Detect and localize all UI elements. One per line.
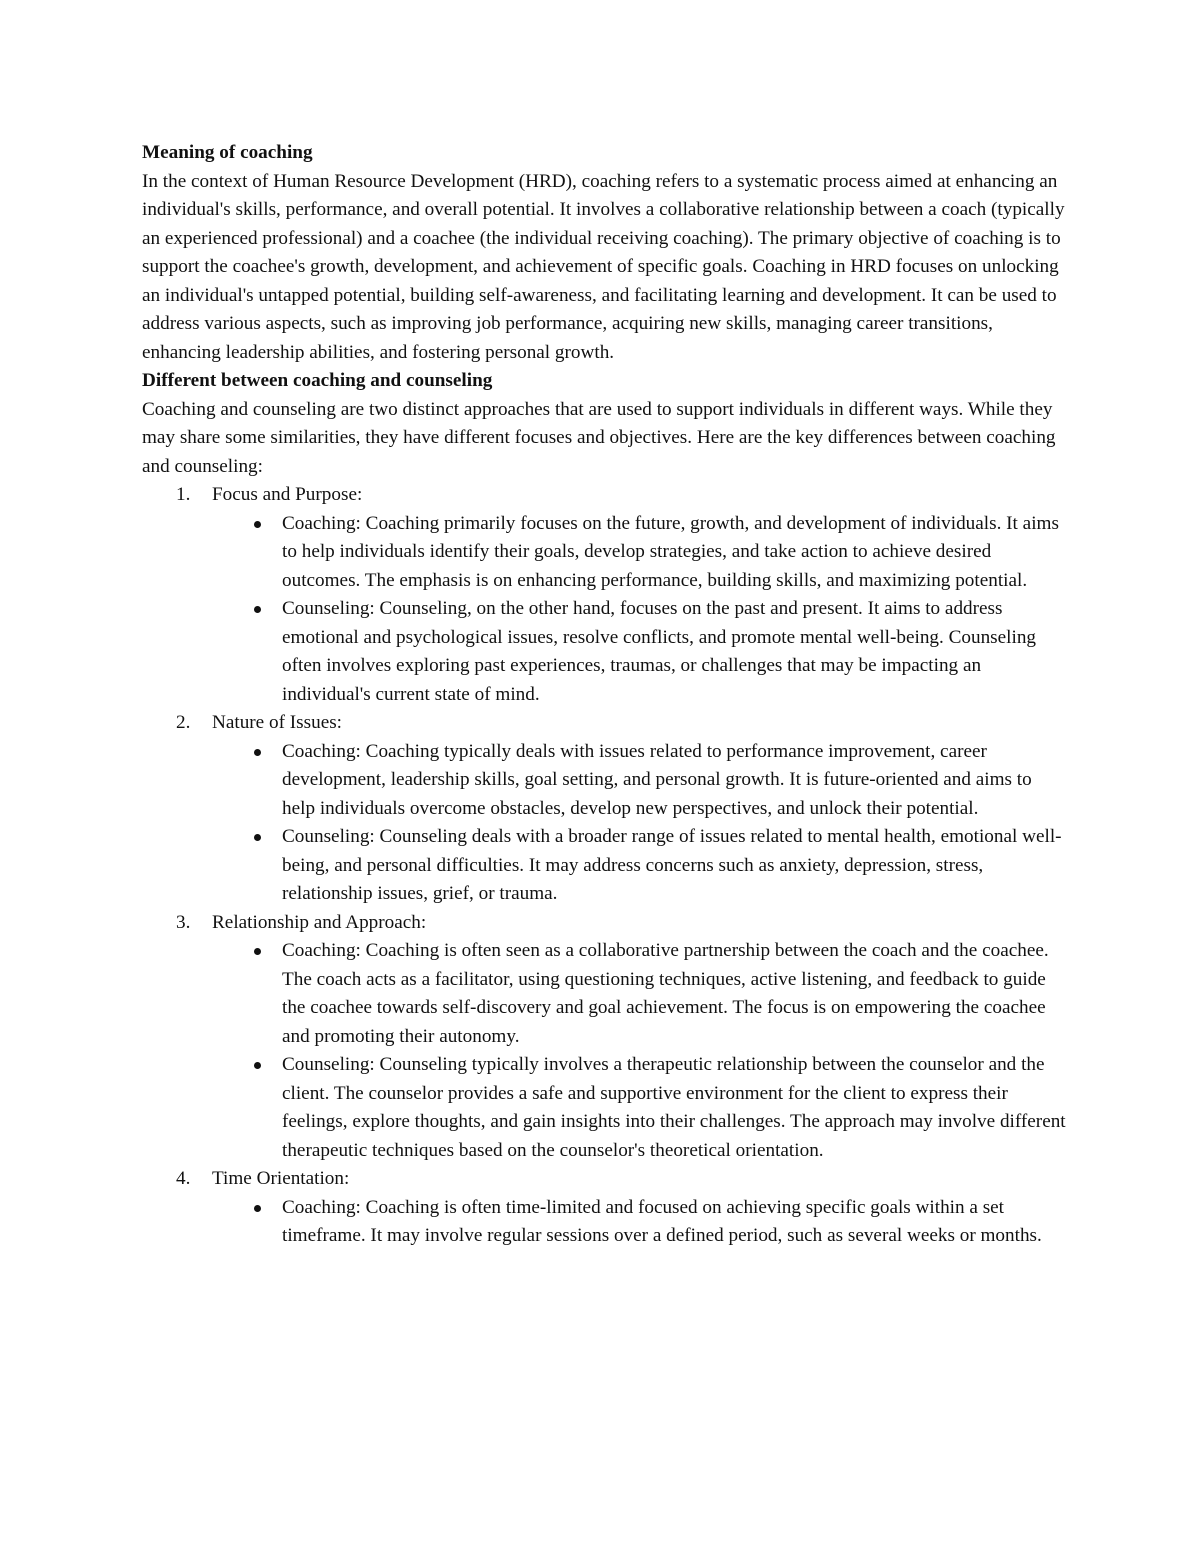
list-item-title: Nature of Issues: [212, 712, 343, 733]
paragraph-coaching-vs-counseling: Coaching and counseling are two distinct approaches that are used to support individuals in different ways. While they may share some similarities, they have different focuses and objectives. Here are the key differences between coaching and counseling: [142, 398, 1056, 477]
paragraph-meaning-of-coaching: In the context of Human Resource Development (HRD), coaching refers to a systematic process aimed at enhancing an individual's skills, performance, and overall potential. It involves a collaborative relationship between a coach (typically an experienced professional) and a coachee (the individual receiving coaching). The primary objective of coaching is to support the coachee's growth, development, and achievement of specific goals. Coaching in HRD focuses on unlocking an individual's untapped potential, building self-awareness, and facilitating learning and development. It can be used to address various aspects, such as improving job performance, acquiring new skills, managing career transitions, enhancing leadership abilities, and fostering personal growth. [142, 170, 1065, 363]
bullet-text: Coaching: Coaching is often time-limited and focused on achieving specific goals within a set timeframe. It may involve regular sessions over a defined period, such as several weeks or months. [282, 1196, 1042, 1246]
list-item-title: Relationship and Approach: [212, 911, 427, 933]
heading-meaning-of-coaching: Meaning of coaching [142, 142, 313, 163]
list-number: 4. [176, 1168, 191, 1189]
bullet-icon [254, 948, 261, 955]
list-item-title: Focus and Purpose: [212, 484, 363, 505]
bullet-icon [254, 1205, 261, 1212]
bullet-icon [254, 606, 261, 613]
differences-list [142, 481, 1067, 1251]
bullet-text: Counseling: Counseling typically involves a therapeutic relationship between the counselor and the client. The counselor provides a safe and supportive environment for the client to express their feelings, explore thoughts, and gain insights into their challenges. The approach may involve different therapeutic techniques based on the counselor's theoretical orientation. [282, 1054, 1066, 1161]
document-page [142, 139, 1067, 1251]
bullet-item-counseling [212, 1051, 1067, 1165]
bullet-list [212, 937, 1067, 1165]
bullet-icon [254, 749, 261, 756]
bullet-text: Coaching: Coaching primarily focuses on the future, growth, and development of individuals. It aims to help individuals identify their goals, develop strategies, and take action to achieve desired outcomes. The emphasis is on enhancing performance, building skills, and maximizing potential. [282, 512, 1059, 591]
list-item-title: Time Orientation: [212, 1168, 350, 1189]
list-number: 2. [176, 712, 191, 733]
list-item-time-orientation [142, 1165, 1067, 1251]
bullet-text: Counseling: Counseling, on the other hand, focuses on the past and present. It aims to address emotional and psychological issues, resolve conflicts, and promote mental well-being. Counseling often involves exploring past experiences, traumas, or challenges that may be impacting an individual's current state of mind. [282, 598, 1037, 705]
list-item-nature-of-issues [142, 709, 1067, 909]
bullet-text: Coaching: Coaching typically deals with issues related to performance improvement, career development, leadership skills, goal setting, and personal growth. It is future-oriented and aims to help individuals overcome obstacles, develop new perspectives, and unlock their potential. [282, 740, 1032, 819]
bullet-item-coaching [212, 510, 1067, 596]
list-number: 1. [176, 484, 191, 505]
bullet-item-coaching [212, 937, 1067, 1051]
bullet-text: Coaching: Coaching is often seen as a collaborative partnership between the coach and the coachee. The coach acts as a facilitator, using questioning techniques, active listening, and feedback to guide the coachee towards self-discovery and goal achievement. The focus is on empowering the coachee and promoting their autonomy. [282, 940, 1049, 1047]
bullet-list [212, 738, 1067, 909]
bullet-list [212, 510, 1067, 710]
bullet-item-counseling [212, 823, 1067, 909]
bullet-icon [254, 1062, 261, 1069]
bullet-text: Counseling: Counseling deals with a broader range of issues related to mental health, emotional well-being, and personal difficulties. It may address concerns such as anxiety, depression, stress, relationship issues, grief, or trauma. [282, 826, 1062, 904]
bullet-list [212, 1194, 1067, 1251]
bullet-icon [254, 521, 261, 528]
bullet-icon [254, 834, 261, 841]
bullet-item-counseling [212, 595, 1067, 709]
heading-coaching-vs-counseling: Different between coaching and counseling [142, 370, 493, 391]
bullet-item-coaching [212, 1194, 1067, 1251]
list-item-relationship-and-approach [142, 909, 1067, 1166]
list-number: 3. [176, 911, 191, 933]
bullet-item-coaching [212, 738, 1067, 824]
list-item-focus-and-purpose [142, 481, 1067, 709]
